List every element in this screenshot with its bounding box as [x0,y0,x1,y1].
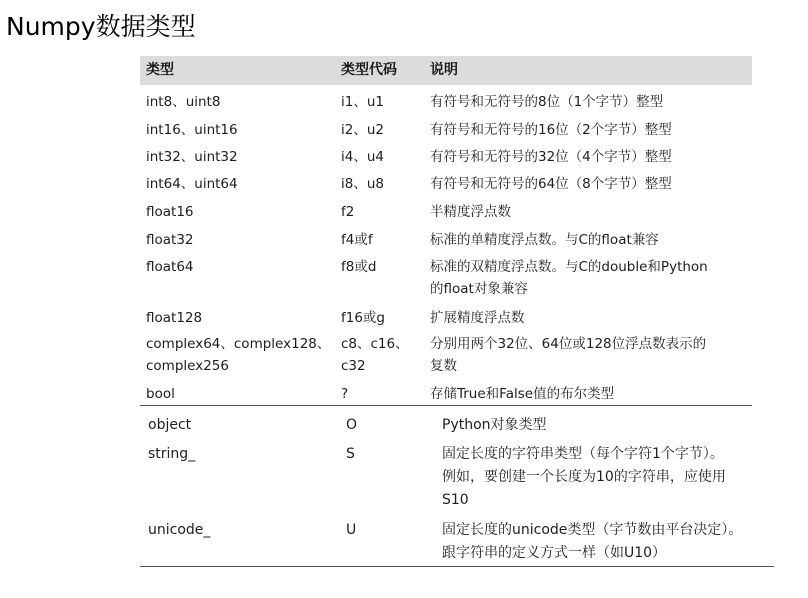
cell-code [341,173,384,195]
cell-code [346,519,356,542]
cell-type-line: float64 [146,259,194,275]
cell-type [146,383,175,405]
cell-code-line: O [346,417,358,433]
cell-code [341,256,376,278]
cell-type-line: int32、uint32 [146,149,238,165]
cell-type [146,146,238,168]
cell-code-line: f16或g [341,310,386,326]
cell-desc-line: 固定长度的unicode类型（字节数由平台决定）。 [442,522,743,538]
cell-desc-line: 的float对象兼容 [430,281,528,297]
cell-desc [430,383,614,405]
cell-type [148,414,191,437]
cell-type [146,307,202,329]
cell-desc-line: S10 [442,492,469,508]
header-code: 类型代码 [341,62,397,78]
cell-desc [430,256,708,300]
cell-type-line: int64、uint64 [146,176,238,192]
cell-type [146,91,220,113]
table-bottom-rule [140,566,774,567]
cell-desc-line: 存储True和False值的布尔类型 [430,386,615,402]
cell-type-line: complex256 [146,358,229,374]
cell-desc-line: 有符号和无符号的64位（8个字节）整型 [430,176,672,192]
data-type-table [140,56,774,568]
cell-desc [430,91,663,113]
cell-type [146,333,330,377]
cell-code [341,146,384,168]
header-desc: 说明 [430,62,458,78]
cell-code [346,414,357,437]
cell-code-line: i1、u1 [341,94,384,110]
cell-code [341,307,385,329]
cell-desc [442,443,726,512]
cell-code-line: c8、c16、 [341,336,409,352]
cell-desc [430,201,511,223]
cell-desc-line: 扩展精度浮点数 [430,310,525,326]
cell-desc [430,173,672,195]
cell-type [148,443,195,466]
header-type: 类型 [146,62,174,78]
cell-desc [430,119,672,141]
cell-desc-line: 例如，要创建一个长度为10的字符串，应使用 [442,469,726,485]
cell-type-line: bool [146,386,175,402]
cell-code [341,383,348,405]
cell-type-line: float32 [146,232,194,248]
cell-type-line: object [148,417,192,433]
cell-code-line: c32 [341,358,366,374]
cell-code-line: f2 [341,204,355,220]
cell-type [146,256,194,278]
table-divider [140,405,752,406]
cell-desc-line: 复数 [430,358,457,374]
cell-code-line: S [346,446,355,462]
cell-type-line: unicode_ [148,522,211,538]
cell-desc [430,146,672,168]
cell-desc [430,229,659,251]
cell-code-line: U [346,522,357,538]
cell-type-line: int16、uint16 [146,122,238,138]
cell-type-line: float16 [146,204,194,220]
cell-code [341,201,354,223]
cell-desc-line: Python对象类型 [442,417,547,433]
cell-desc-line: 分别用两个32位、64位或128位浮点数表示的 [430,336,707,352]
cell-desc-line: 标准的单精度浮点数。与C的float兼容 [430,232,659,248]
cell-type [146,119,238,141]
cell-code [346,443,355,466]
cell-code-line: i4、u4 [341,149,384,165]
cell-code-line: i2、u2 [341,122,384,138]
cell-code [341,333,409,377]
table-header-bar [140,56,752,85]
cell-desc [430,307,525,329]
cell-desc-line: 固定长度的字符串类型（每个字符1个字节）。 [442,446,724,462]
cell-type-line: complex64、complex128、 [146,336,331,352]
page-title: Numpy数据类型 [6,12,196,41]
cell-desc-line: 有符号和无符号的8位（1个字节）整型 [430,94,664,110]
cell-code [341,119,384,141]
cell-desc-line: 有符号和无符号的16位（2个字节）整型 [430,122,672,138]
cell-type [148,519,210,542]
cell-type [146,173,238,195]
cell-code-line: i8、u8 [341,176,384,192]
cell-code [341,229,373,251]
cell-type [146,229,194,251]
cell-desc-line: 跟字符串的定义方式一样（如U10） [442,545,667,561]
cell-desc [442,414,547,437]
cell-type-line: float128 [146,310,203,326]
cell-type [146,201,194,223]
cell-code-line: f4或f [341,232,373,248]
cell-desc [430,333,706,377]
cell-code [341,91,384,113]
cell-desc-line: 标准的双精度浮点数。与C的double和Python [430,259,708,275]
cell-desc [442,519,742,565]
cell-desc-line: 半精度浮点数 [430,204,511,220]
cell-code-line: f8或d [341,259,377,275]
cell-type-line: string_ [148,446,196,462]
cell-desc-line: 有符号和无符号的32位（4个字节）整型 [430,149,672,165]
cell-type-line: int8、uint8 [146,94,221,110]
cell-code-line: ? [341,386,349,402]
